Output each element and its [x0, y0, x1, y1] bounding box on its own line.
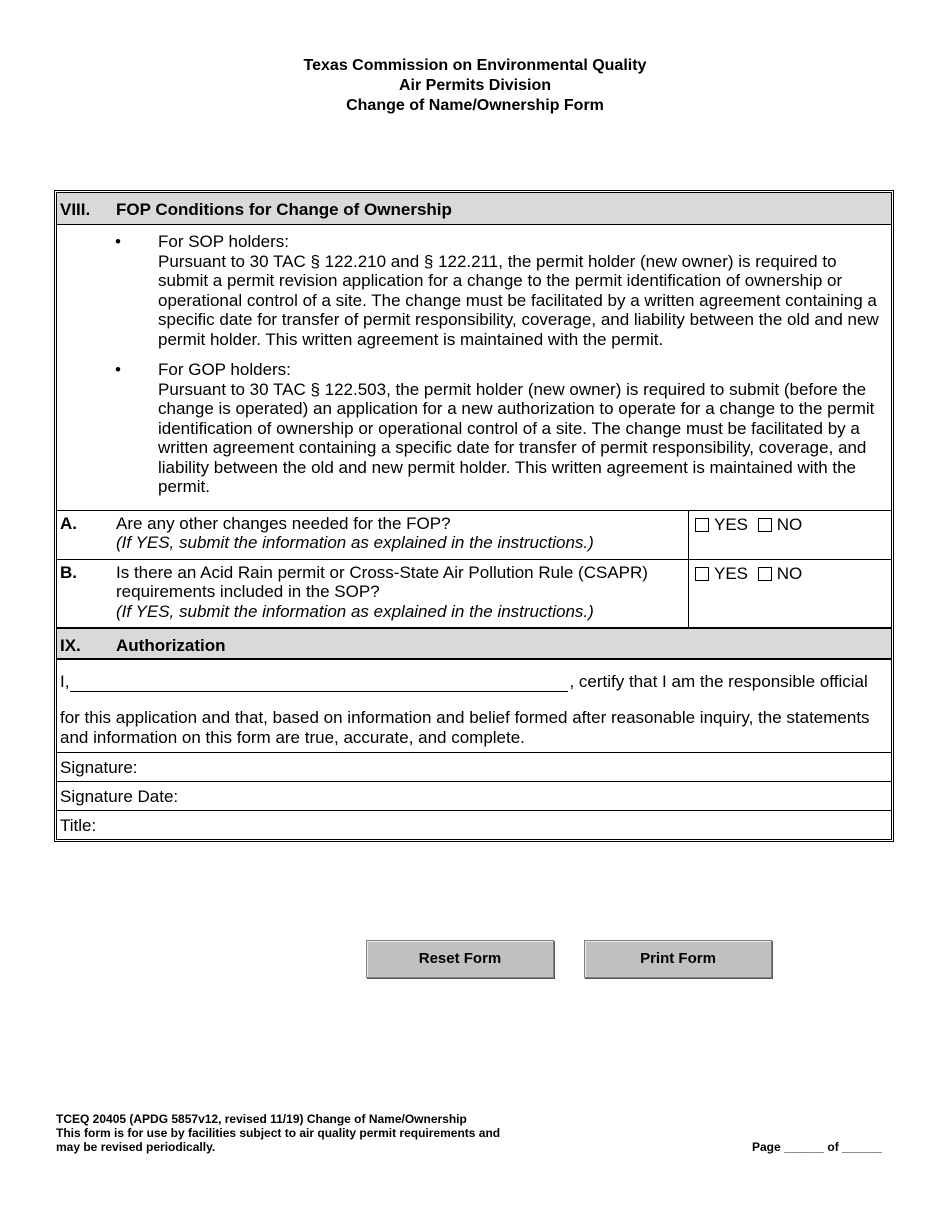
bullet-icon: • — [115, 360, 121, 379]
agency-title: Texas Commission on Environmental Quality — [303, 57, 647, 74]
title-field[interactable] — [57, 810, 891, 839]
certification-line — [57, 660, 891, 696]
question-b-yes-checkbox[interactable] — [695, 567, 709, 581]
responsible-official-name-field[interactable] — [70, 673, 568, 692]
yes-label: YES — [714, 514, 749, 534]
signature-label: Signature: — [60, 758, 138, 777]
page-number: Page ______ of ______ — [752, 1140, 883, 1154]
form-footer — [56, 1112, 500, 1154]
question-b-no-checkbox[interactable] — [758, 567, 772, 581]
gop-heading: For GOP holders: — [158, 360, 291, 379]
question-a-answer — [689, 511, 891, 559]
question-b-text: Is there an Acid Rain permit or Cross-State Air Pollution Rule (CSAPR) requirements included in the SOP? — [116, 562, 648, 601]
no-label: NO — [776, 514, 803, 534]
reset-form-button[interactable]: Reset Form — [366, 940, 554, 978]
question-a-number: A. — [60, 513, 77, 533]
signature-field[interactable] — [57, 752, 891, 781]
sop-text: Pursuant to 30 TAC § 122.210 and § 122.211, the permit holder (new owner) is required to submit a permit revision application for a change to the permit identification of ownership or operational control of a site. The change must be facilitated by a written agreement containing a specific date for transfer of permit responsibility, coverage, and liability between the old and new permit holder. This written agreement is maintained with the permit. — [158, 251, 879, 349]
question-b-number: B. — [60, 562, 77, 582]
yes-label: YES — [714, 563, 749, 583]
section-title: FOP Conditions for Change of Ownership — [116, 200, 452, 219]
form-title: Change of Name/Ownership Form — [346, 97, 604, 114]
question-a-row — [57, 510, 891, 559]
section-title: Authorization — [116, 636, 226, 655]
section-number: VIII. — [60, 200, 91, 219]
signature-date-label: Signature Date: — [60, 787, 179, 806]
certification-block — [57, 658, 891, 752]
footer-note-2: may be revised periodically. — [56, 1140, 216, 1154]
form-table — [54, 190, 894, 842]
signature-date-field[interactable] — [57, 781, 891, 810]
question-b-text-cell — [116, 560, 689, 628]
question-a-text-cell — [116, 511, 689, 559]
no-label: NO — [776, 563, 803, 583]
gop-bullet — [57, 360, 883, 497]
cert-suffix: , certify that I am the responsible official — [569, 672, 868, 691]
question-b-answer — [689, 560, 891, 628]
sop-heading: For SOP holders: — [158, 232, 290, 251]
question-b-row — [57, 559, 891, 628]
fop-conditions — [57, 224, 891, 510]
section-ix-header — [57, 627, 891, 658]
footer-form-id: TCEQ 20405 (APDG 5857v12, revised 11/19) Change of Name/Ownership — [56, 1112, 467, 1126]
sop-bullet — [57, 232, 883, 349]
footer-note-1: This form is for use by facilities subject to air quality permit requirements and — [56, 1126, 501, 1140]
question-a-yes-checkbox[interactable] — [695, 518, 709, 532]
certification-statement: for this application and that, based on information and belief formed after reasonable inquiry, the statements and information on this form are true, accurate, and complete. — [60, 708, 870, 747]
print-form-button[interactable]: Print Form — [584, 940, 772, 978]
cert-prefix: I, — [60, 672, 70, 691]
question-b-note: (If YES, submit the information as explained in the instructions.) — [116, 601, 594, 621]
section-number: IX. — [60, 636, 81, 655]
title-label: Title: — [60, 816, 97, 835]
section-viii-header — [57, 193, 891, 224]
question-a-note: (If YES, submit the information as explained in the instructions.) — [116, 533, 594, 552]
division-title: Air Permits Division — [398, 77, 552, 94]
question-a-text: Are any other changes needed for the FOP? — [116, 513, 451, 533]
question-a-no-checkbox[interactable] — [758, 518, 772, 532]
bullet-icon: • — [115, 232, 121, 251]
form-header — [0, 56, 950, 116]
gop-text: Pursuant to 30 TAC § 122.503, the permit holder (new owner) is required to submit (before the change is operated) an application for a new authorization to operate for a change to the permit identification of ownership or operational control of a site. The change must be facilitated by a written agreement containing a specific date for transfer of permit responsibility, coverage, and liability between the old and new permit holder. This written agreement is maintained with the permit. — [158, 379, 875, 496]
